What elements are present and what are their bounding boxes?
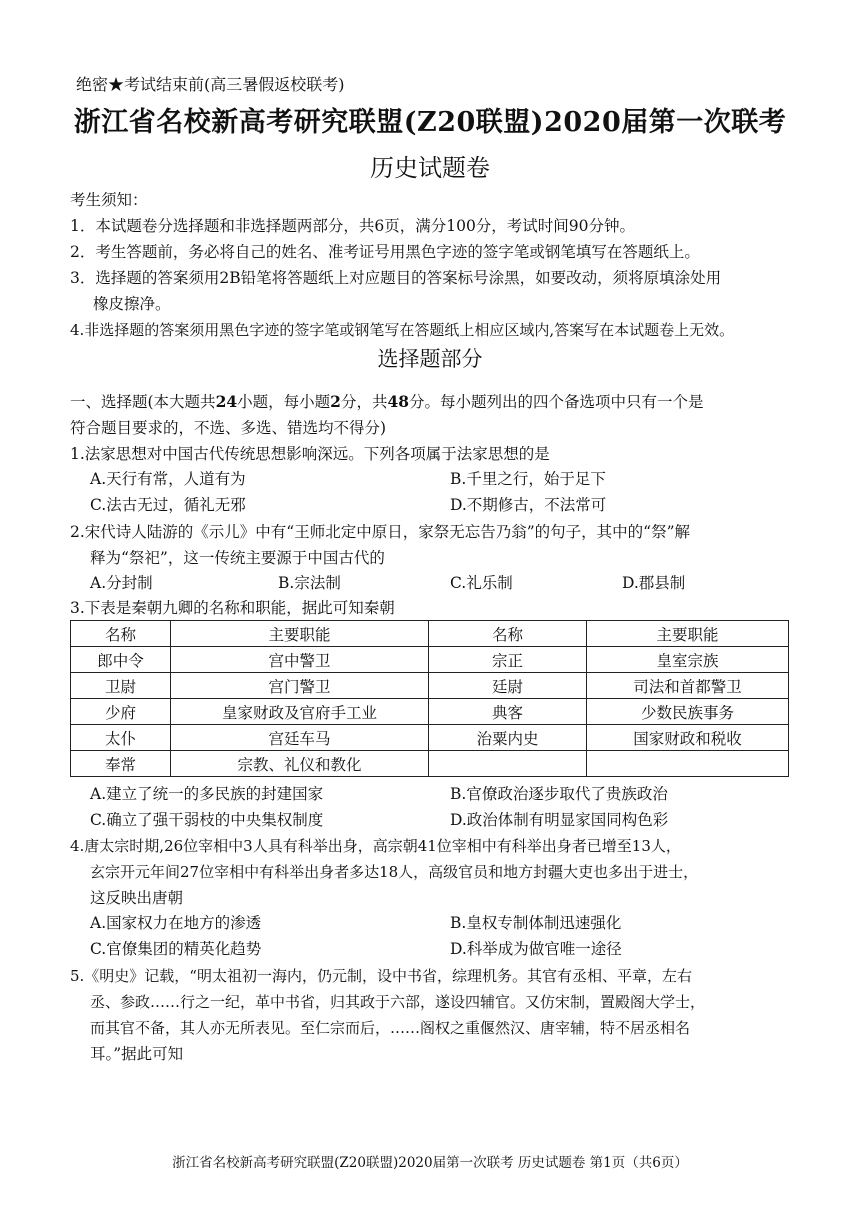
notice-item-2: 2．考生答题前，务必将自己的姓名、准考证号用黑色字迹的签字笔或钢笔填写在答题纸上。: [70, 243, 700, 261]
q3-option-d: D.政治体制有明显家国同构色彩: [450, 811, 669, 829]
intro-points: 2: [330, 392, 341, 411]
table-cell: 卫尉: [71, 673, 171, 699]
q2-stem-line-1: 2.宋代诗人陆游的《示儿》中有“王师北定中原日，家祭无忘告乃翁”的句子，其中的“祭”解: [70, 523, 690, 541]
q3-option-b: B.官僚政治逐步取代了贵族政治: [450, 785, 668, 803]
table-cell: 宫门警卫: [171, 673, 429, 699]
table-cell: 皇家财政及官府手工业: [171, 699, 429, 725]
notice-item-1: 1．本试题卷分选择题和非选择题两部分，共6页，满分100分，考试时间90分钟。: [70, 217, 636, 235]
table-cell: 皇室宗族: [587, 647, 789, 673]
q1-stem: 1.法家思想对中国古代传统思想影响深远。下列各项属于法家思想的是: [70, 445, 550, 463]
q1-option-b: B.千里之行，始于足下: [450, 470, 606, 488]
table-cell: 太仆: [71, 725, 171, 751]
table-header-cell: 名称: [429, 621, 587, 647]
q3-option-c: C.确立了强干弱枝的中央集权制度: [90, 811, 324, 829]
notice-item-3: 3．选择题的答案须用2B铅笔将答题纸上对应题目的答案标号涂黑，如要改动，须将原填涂处用: [70, 269, 722, 287]
exam-title: 浙江省名校新高考研究联盟(Z20联盟)2020届第一次联考: [73, 107, 787, 138]
table-cell: 国家财政和税收: [587, 725, 789, 751]
table-row: [71, 673, 789, 699]
q2-option-a: A.分封制: [90, 574, 153, 592]
table-cell: 治粟内史: [429, 725, 587, 751]
intro-text-b: 小题，每小题: [237, 393, 331, 411]
table-header-cell: 主要职能: [587, 621, 789, 647]
q2-option-d: D.郡县制: [622, 574, 686, 592]
table-cell: 廷尉: [429, 673, 587, 699]
q5-stem-line-3: 而其官不备，其人亦无所表见。至仁宗而后，……阁权之重偃然汉、唐宰辅，特不居丞相名: [90, 1019, 691, 1037]
table-cell: [587, 751, 789, 777]
q4-option-c: C.官僚集团的精英化趋势: [90, 940, 262, 958]
table-cell: 奉常: [71, 751, 171, 777]
notice-item-4: 4.非选择题的答案须用黑色字迹的签字笔或钢笔写在答题纸上相应区域内,答案写在本试题卷上无效。: [70, 321, 735, 339]
table-cell: 宫中警卫: [171, 647, 429, 673]
table-row: [71, 751, 789, 777]
table-cell: [429, 751, 587, 777]
q4-stem-line-3: 这反映出唐朝: [90, 889, 184, 907]
q5-stem-line-1: 5.《明史》记载，“明太祖初一海内，仍元制，设中书省，综理机务。其官有丞相、平章，左右: [70, 967, 692, 985]
q4-option-b: B.皇权专制体制迅速强化: [450, 914, 622, 932]
intro-line-2: 符合题目要求的，不选、多选、错选均不得分): [70, 419, 387, 437]
q1-option-a: A.天行有常，人道有为: [90, 470, 246, 488]
table-row: [71, 647, 789, 673]
q1-option-d: D.不期修古，不法常可: [450, 496, 607, 514]
q2-stem-line-2: 释为“祭祀”，这一传统主要源于中国古代的: [90, 549, 385, 567]
q4-option-d: D.科举成为做官唯一途径: [450, 940, 622, 958]
table-header-cell: 主要职能: [171, 621, 429, 647]
intro-line-1: [70, 389, 704, 415]
intro-count: 24: [215, 392, 238, 411]
intro-total: 48: [387, 392, 410, 411]
intro-text-c: 分，共: [340, 393, 388, 411]
table-row: [71, 699, 789, 725]
table-header-cell: 名称: [71, 621, 171, 647]
notice-item-3-cont: 橡皮擦净。: [93, 295, 171, 313]
q4-stem-line-2: 玄宗开元年间27位宰相中有科举出身者多达18人，高级官员和地方封疆大吏也多出于进士，: [90, 863, 699, 881]
intro-text-a: 一、选择题(本大题共: [70, 393, 216, 411]
table-cell: 少数民族事务: [587, 699, 789, 725]
q4-option-a: A.国家权力在地方的渗透: [90, 914, 262, 932]
table-header-row: [71, 621, 789, 647]
exam-subtitle: 历史试题卷: [370, 154, 490, 182]
q4-stem-line-1: 4.唐太宗时期,26位宰相中3人具有科举出身，高宗朝41位宰相中有科举出身者已增至13人，: [70, 837, 681, 855]
intro-text-d: 分。每小题列出的四个备选项中只有一个是: [409, 393, 704, 411]
table-cell: 少府: [71, 699, 171, 725]
table-cell: 司法和首都警卫: [587, 673, 789, 699]
table-cell: 郎中令: [71, 647, 171, 673]
table-cell: 宗正: [429, 647, 587, 673]
section-heading: 选择题部分: [377, 347, 483, 371]
q2-option-b: B.宗法制: [278, 574, 341, 592]
q1-option-c: C.法古无过，循礼无邪: [90, 496, 246, 514]
table-row: [71, 725, 789, 751]
q3-stem: 3.下表是秦朝九卿的名称和职能，据此可知秦朝: [70, 599, 395, 617]
q5-stem-line-2: 丞、参政……行之一纪，革中书省，归其政于六部，遂设四辅官。又仿宋制，置殿阁大学士，: [90, 993, 706, 1011]
table-cell: 宗教、礼仪和教化: [171, 751, 429, 777]
q5-stem-line-4: 耳。”据此可知: [90, 1045, 184, 1063]
page-footer: 浙江省名校新高考研究联盟(Z20联盟)2020届第一次联考 历史试题卷 第1页（共6页）: [172, 1155, 688, 1171]
confidential-label: 绝密★考试结束前(高三暑假返校联考): [76, 75, 345, 94]
notice-heading: 考生须知：: [70, 191, 148, 209]
table-cell: 宫廷车马: [171, 725, 429, 751]
q2-option-c: C.礼乐制: [450, 574, 513, 592]
table-cell: 典客: [429, 699, 587, 725]
q3-option-a: A.建立了统一的多民族的封建国家: [90, 785, 324, 803]
nine-ministers-table: [70, 620, 789, 777]
